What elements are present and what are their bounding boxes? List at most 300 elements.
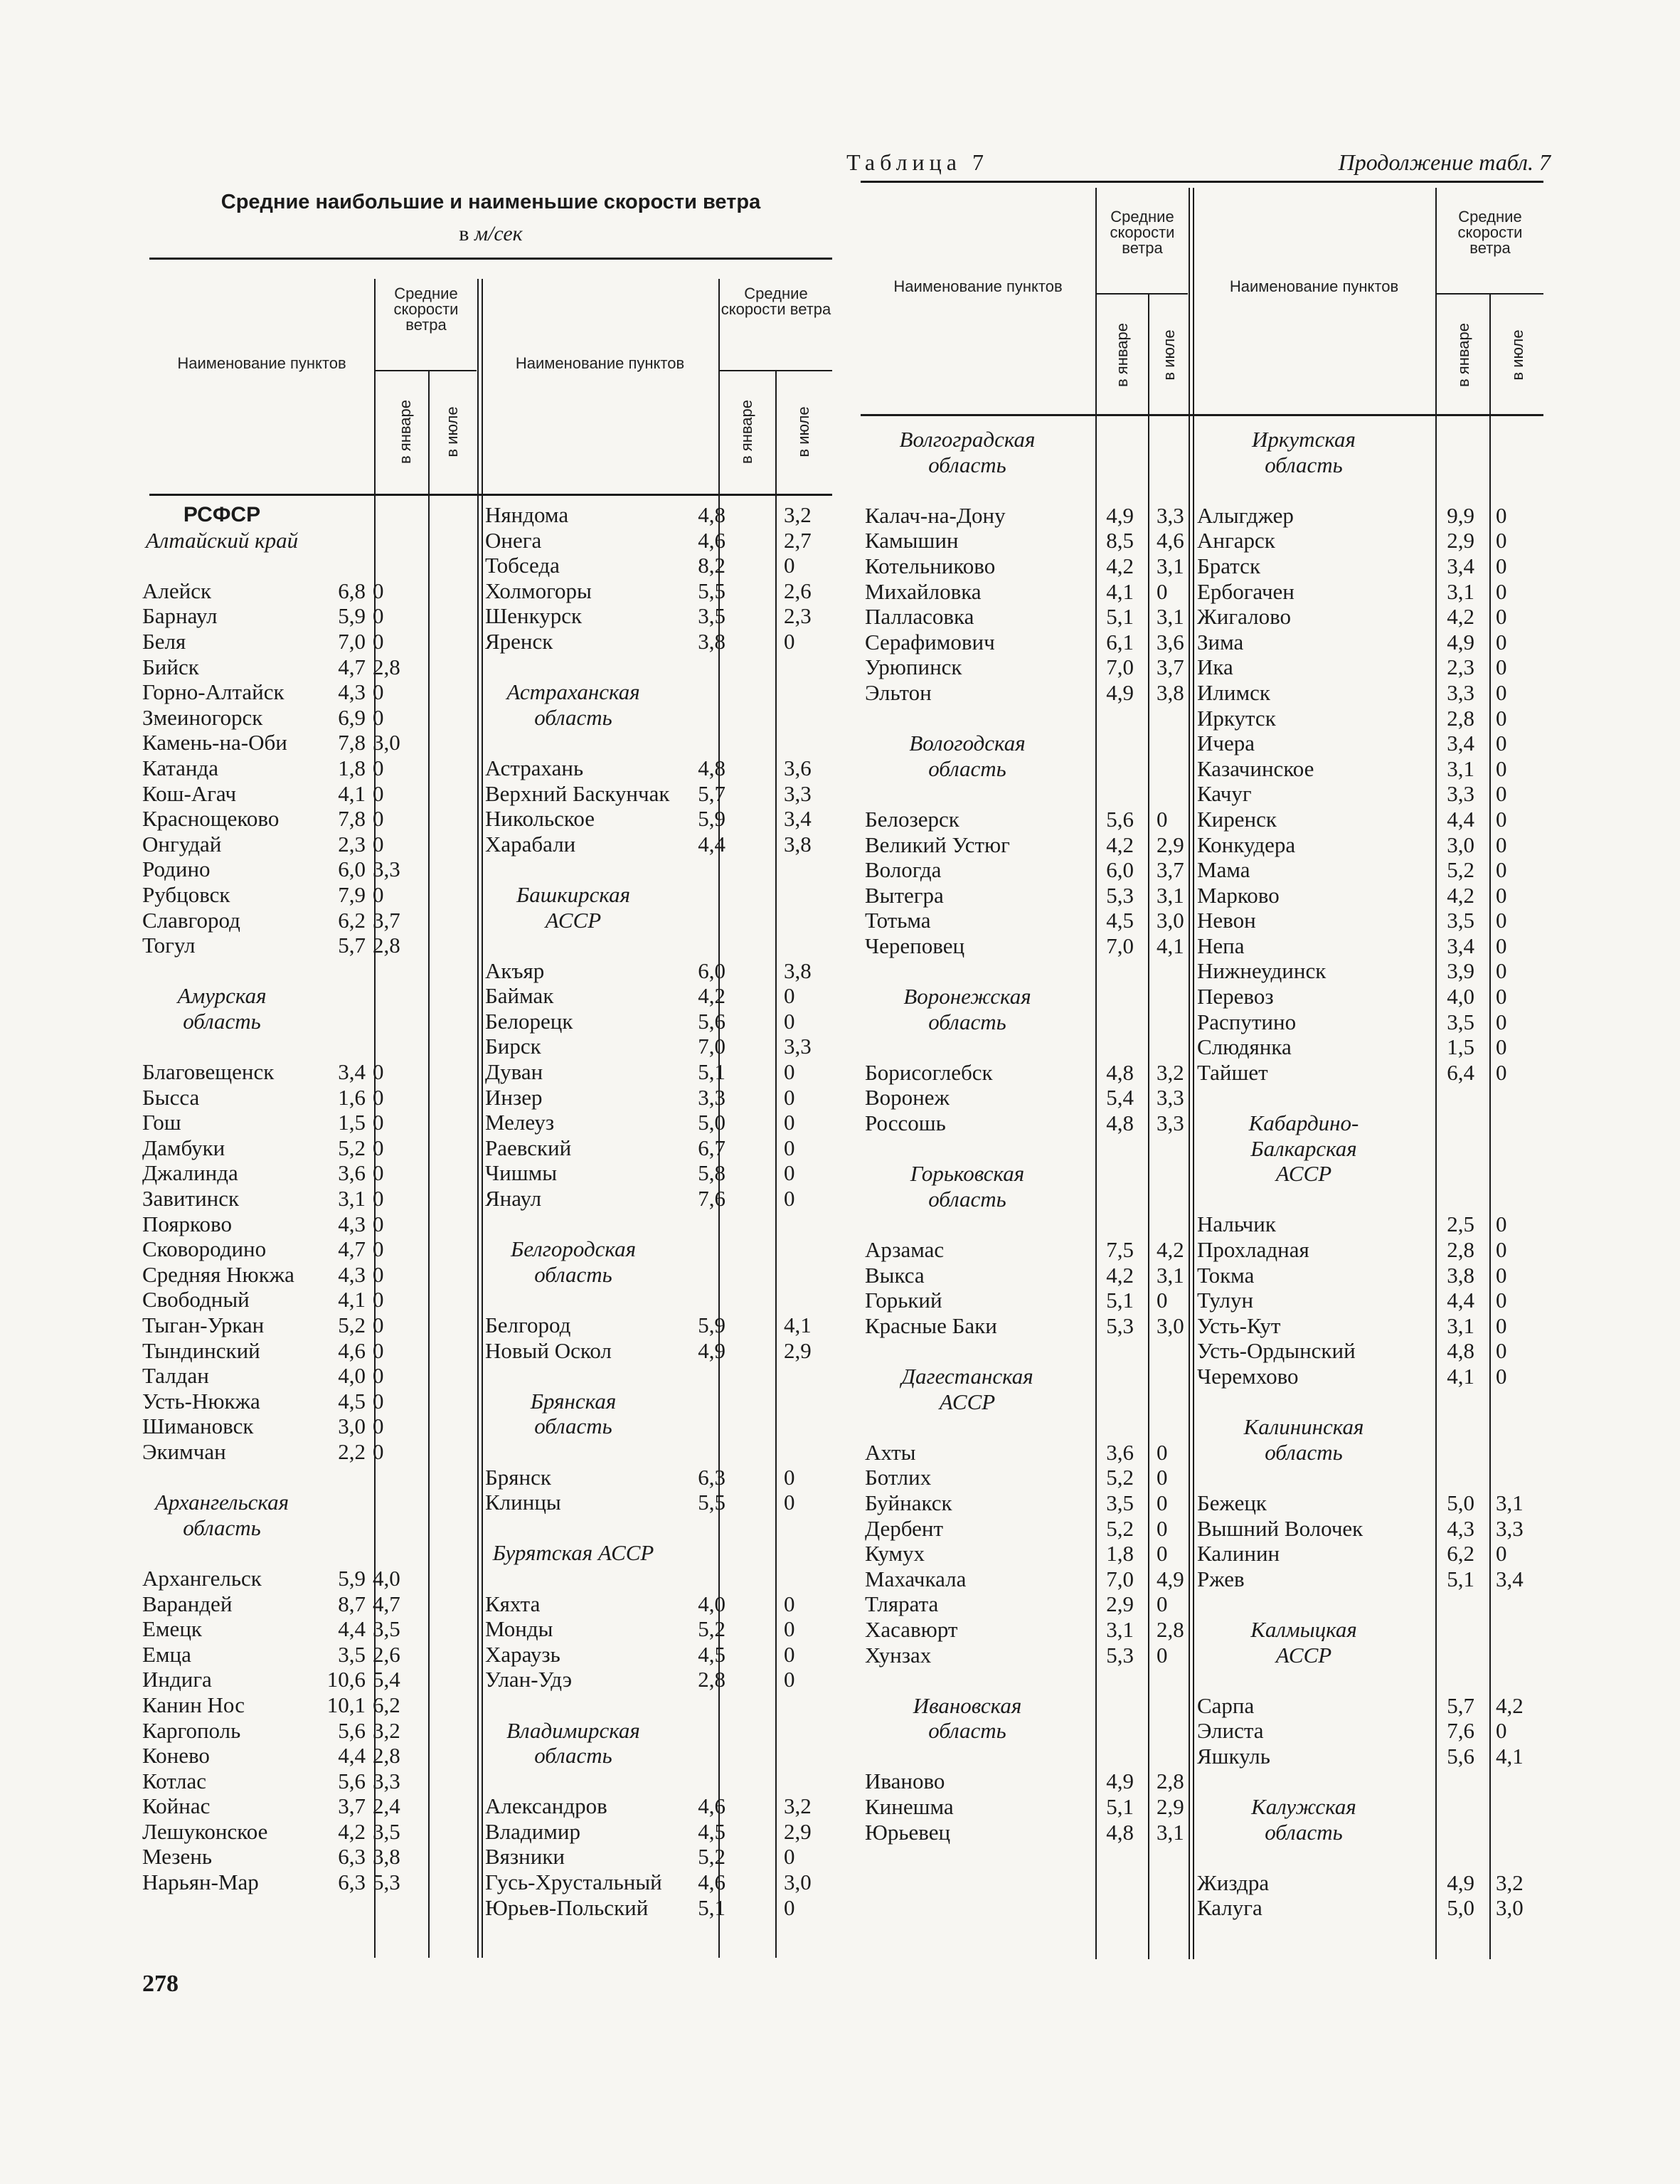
place-name: Вологда bbox=[865, 857, 942, 883]
january-speed: 5,2 bbox=[698, 1844, 725, 1870]
july-speed: 2,9 bbox=[784, 1818, 812, 1844]
july-speed: 0 bbox=[784, 553, 795, 578]
july-speed: 0 bbox=[784, 1667, 795, 1692]
table-top-rule bbox=[861, 181, 1543, 183]
january-speed: 4,2 bbox=[1106, 832, 1134, 857]
july-speed: 0 bbox=[1496, 705, 1507, 731]
january-speed: 6,3 bbox=[338, 1844, 366, 1870]
table-row bbox=[1197, 503, 1543, 529]
january-speed: 5,2 bbox=[1106, 1515, 1134, 1541]
july-speed: 6,2 bbox=[373, 1692, 400, 1717]
table-row bbox=[1197, 553, 1543, 579]
table-row bbox=[142, 933, 477, 958]
place-name: Мелеуз bbox=[485, 1110, 555, 1135]
place-name: Белгород bbox=[485, 1313, 571, 1337]
table-row bbox=[1197, 1009, 1543, 1035]
july-speed: 3,0 bbox=[1157, 908, 1184, 933]
january-speed: 4,4 bbox=[1447, 1288, 1474, 1313]
july-speed: 0 bbox=[373, 679, 384, 705]
table-row bbox=[142, 1110, 477, 1135]
place-name: Шенкурск bbox=[485, 603, 583, 629]
place-name: Владимир bbox=[485, 1818, 580, 1844]
place-name: Раевский bbox=[485, 1135, 572, 1160]
july-speed: 0 bbox=[373, 1261, 384, 1287]
spacer-row bbox=[142, 958, 477, 984]
january-speed: 2,9 bbox=[1106, 1591, 1134, 1617]
table-row bbox=[485, 1085, 832, 1110]
january-speed: 6,0 bbox=[1106, 857, 1134, 883]
units-prefix: в bbox=[459, 222, 469, 245]
place-name: Холмогоры bbox=[485, 578, 592, 603]
header-july-3: в июле bbox=[1160, 329, 1178, 381]
place-name: Алыгджер bbox=[1197, 502, 1294, 528]
place-name: Змеиногорск bbox=[142, 704, 263, 730]
july-speed: 0 bbox=[1157, 1642, 1168, 1668]
july-speed: 0 bbox=[373, 1059, 384, 1085]
july-speed: 0 bbox=[1496, 832, 1507, 857]
july-speed: 3,8 bbox=[1157, 679, 1184, 705]
header-january-3: в январе bbox=[1113, 323, 1131, 388]
table-row bbox=[142, 730, 477, 756]
january-speed: 4,1 bbox=[338, 780, 366, 806]
july-speed: 2,8 bbox=[373, 1743, 400, 1769]
spacer-row bbox=[865, 706, 1199, 731]
july-speed: 0 bbox=[1496, 1059, 1507, 1085]
july-speed: 4,2 bbox=[1157, 1237, 1184, 1262]
table-row bbox=[865, 933, 1199, 959]
header-wind-speed-4: Средние скорости ветра bbox=[1457, 208, 1523, 257]
july-speed: 2,6 bbox=[784, 578, 812, 603]
january-speed: 10,6 bbox=[326, 1667, 366, 1692]
july-speed: 0 bbox=[373, 704, 384, 730]
july-speed: 0 bbox=[1496, 502, 1507, 528]
place-name: Иркутск bbox=[1197, 705, 1276, 731]
column-rule bbox=[482, 279, 483, 1958]
table-row bbox=[485, 1135, 832, 1161]
table-row bbox=[1197, 807, 1543, 832]
january-speed: 3,9 bbox=[1447, 958, 1474, 984]
january-speed: 4,8 bbox=[698, 755, 725, 780]
july-speed: 0 bbox=[373, 1337, 384, 1363]
spacer-row bbox=[865, 1034, 1199, 1060]
place-name: Калуга bbox=[1197, 1895, 1262, 1921]
january-speed: 4,9 bbox=[1106, 679, 1134, 705]
place-name: Токма bbox=[1197, 1262, 1255, 1288]
table-row bbox=[1197, 1744, 1543, 1769]
place-name: Ербогачен bbox=[1197, 578, 1294, 604]
place-name: Клинцы bbox=[485, 1490, 561, 1515]
january-speed: 5,2 bbox=[338, 1313, 366, 1337]
table-row bbox=[485, 832, 832, 857]
january-speed: 4,0 bbox=[1447, 984, 1474, 1009]
table-row bbox=[865, 883, 1199, 908]
january-speed: 7,8 bbox=[338, 730, 366, 756]
place-name: Тайшет bbox=[1197, 1059, 1268, 1085]
region-heading: Вологодская bbox=[909, 731, 1026, 756]
july-speed: 0 bbox=[1496, 629, 1507, 654]
july-speed: 0 bbox=[1496, 958, 1507, 984]
table-row bbox=[142, 1566, 477, 1591]
place-name: Завитинск bbox=[142, 1186, 240, 1212]
table-row bbox=[142, 1439, 477, 1465]
january-speed: 4,9 bbox=[1106, 1769, 1134, 1794]
january-speed: 3,5 bbox=[338, 1641, 366, 1667]
january-speed: 5,6 bbox=[338, 1717, 366, 1743]
january-speed: 4,2 bbox=[698, 983, 725, 1009]
place-name: Распутино bbox=[1197, 1009, 1297, 1034]
header-wind-speed-2: Средние скорости ветра bbox=[721, 285, 831, 318]
table-row bbox=[865, 1237, 1199, 1263]
july-speed: 2,9 bbox=[1157, 832, 1184, 857]
july-speed: 0 bbox=[373, 1388, 384, 1414]
january-speed: 3,5 bbox=[1447, 908, 1474, 933]
january-speed: 5,0 bbox=[698, 1110, 725, 1135]
july-speed: 0 bbox=[373, 1186, 384, 1212]
january-speed: 3,4 bbox=[338, 1059, 366, 1085]
place-name: Тогул bbox=[142, 933, 196, 958]
table-label: Таблица 7 bbox=[846, 149, 989, 175]
july-speed: 0 bbox=[1157, 1541, 1168, 1567]
january-speed: 1,5 bbox=[338, 1110, 366, 1135]
table-row bbox=[485, 1160, 832, 1186]
place-name: Онега bbox=[485, 527, 542, 553]
table-row bbox=[485, 983, 832, 1009]
july-speed: 3,4 bbox=[784, 806, 812, 832]
table-row bbox=[142, 705, 477, 731]
january-speed: 5,0 bbox=[1447, 1895, 1474, 1921]
july-speed: 0 bbox=[1496, 1718, 1507, 1744]
table-row bbox=[485, 603, 832, 629]
january-speed: 5,1 bbox=[1106, 1288, 1134, 1313]
table-row bbox=[485, 1793, 832, 1819]
place-name: Россошь bbox=[865, 1110, 946, 1136]
january-speed: 6,3 bbox=[338, 1870, 366, 1895]
july-speed: 2,3 bbox=[784, 603, 812, 629]
january-speed: 3,8 bbox=[698, 628, 725, 654]
july-speed: 0 bbox=[373, 1110, 384, 1135]
july-speed: 3,3 bbox=[373, 857, 400, 882]
table-row bbox=[485, 553, 832, 578]
place-name: Прохладная bbox=[1197, 1237, 1309, 1262]
place-name: Улан-Удэ bbox=[485, 1667, 573, 1692]
july-speed: 0 bbox=[784, 1084, 795, 1110]
place-name: Михайловка bbox=[865, 578, 982, 604]
spacer-row bbox=[142, 1034, 477, 1059]
january-speed: 5,3 bbox=[1106, 882, 1134, 908]
spacer-row bbox=[1197, 1465, 1543, 1490]
january-speed: 3,1 bbox=[338, 1186, 366, 1212]
place-name: Усть-Нюкжа bbox=[142, 1388, 260, 1414]
place-name: Сковородино bbox=[142, 1236, 267, 1262]
header-july: в июле bbox=[443, 406, 461, 457]
spacer-row bbox=[142, 553, 477, 578]
july-speed: 3,3 bbox=[1157, 1110, 1184, 1136]
table-row bbox=[485, 629, 832, 654]
place-name: Новый Оскол bbox=[485, 1337, 612, 1363]
january-speed: 4,7 bbox=[338, 1236, 366, 1262]
january-speed: 4,2 bbox=[1447, 604, 1474, 630]
region-heading: АССР bbox=[1275, 1642, 1332, 1668]
spacer-row bbox=[865, 1338, 1199, 1364]
table-row bbox=[865, 1567, 1199, 1592]
january-speed: 6,0 bbox=[338, 857, 366, 882]
table-row bbox=[485, 1186, 832, 1212]
july-speed: 3,0 bbox=[1496, 1895, 1524, 1921]
table-row bbox=[865, 630, 1199, 655]
place-name: Жигалово bbox=[1197, 604, 1292, 630]
place-name: Тотьма bbox=[865, 908, 931, 933]
spacer-row bbox=[1197, 1085, 1543, 1110]
january-speed: 3,4 bbox=[1447, 731, 1474, 756]
july-speed: 0 bbox=[1157, 1490, 1168, 1515]
place-name: Великий Устюг bbox=[865, 832, 1010, 857]
header-july-4: в июле bbox=[1509, 329, 1526, 381]
july-speed: 3,8 bbox=[784, 958, 812, 983]
table-row bbox=[1197, 984, 1543, 1009]
place-name: Белозерск bbox=[865, 806, 959, 832]
january-speed: 7,8 bbox=[338, 806, 366, 832]
place-name: Кинешма bbox=[865, 1794, 954, 1820]
january-speed: 3,0 bbox=[1447, 832, 1474, 857]
spacer-row bbox=[485, 933, 832, 958]
place-name: Котельниково bbox=[865, 553, 996, 578]
january-speed: 7,9 bbox=[338, 881, 366, 907]
january-speed: 5,1 bbox=[1106, 1794, 1134, 1820]
header-place-name-3: Наименование пунктов bbox=[893, 277, 1063, 295]
january-speed: 5,5 bbox=[698, 578, 725, 603]
spacer-row bbox=[865, 1212, 1199, 1237]
table-row bbox=[142, 1186, 477, 1212]
spacer-row bbox=[865, 477, 1199, 503]
january-speed: 8,5 bbox=[1106, 528, 1134, 553]
table-row bbox=[865, 680, 1199, 706]
region-heading: область bbox=[928, 1718, 1006, 1744]
july-speed: 3,5 bbox=[373, 1818, 400, 1844]
header-january-2: в январе bbox=[738, 400, 755, 465]
july-speed: 3,2 bbox=[1157, 1059, 1184, 1085]
spacer-row bbox=[142, 1465, 477, 1490]
region-heading: Калужская bbox=[1251, 1794, 1356, 1820]
january-speed: 4,8 bbox=[1106, 1819, 1134, 1845]
table-row bbox=[865, 1263, 1199, 1288]
july-speed: 0 bbox=[1496, 756, 1507, 781]
january-speed: 6,2 bbox=[1447, 1541, 1474, 1567]
table-row bbox=[485, 1465, 832, 1490]
july-speed: 0 bbox=[1496, 806, 1507, 832]
place-name: Зима bbox=[1197, 629, 1244, 654]
header-wind-speed: Средние скорости ветра bbox=[393, 285, 459, 334]
january-speed: 4,8 bbox=[1106, 1110, 1134, 1136]
july-speed: 0 bbox=[1496, 528, 1507, 553]
july-speed: 0 bbox=[1496, 731, 1507, 756]
region-heading: область bbox=[183, 1008, 261, 1034]
january-speed: 2,9 bbox=[1447, 528, 1474, 553]
july-speed: 3,8 bbox=[784, 831, 812, 857]
table-row bbox=[865, 857, 1199, 883]
place-name: Камышин bbox=[865, 528, 959, 553]
january-speed: 4,3 bbox=[1447, 1515, 1474, 1541]
region-heading: Владимирская bbox=[506, 1717, 640, 1743]
table-row bbox=[1197, 731, 1543, 756]
region-heading: область bbox=[1265, 452, 1343, 477]
january-speed: 1,6 bbox=[338, 1084, 366, 1110]
region-heading: АССР bbox=[939, 1389, 996, 1414]
place-name: Череповец bbox=[865, 933, 965, 958]
january-speed: 1,5 bbox=[1447, 1034, 1474, 1060]
table-row bbox=[865, 1769, 1199, 1794]
july-speed: 0 bbox=[1496, 553, 1507, 578]
spacer-row bbox=[865, 1668, 1199, 1693]
january-speed: 4,3 bbox=[338, 1211, 366, 1236]
january-speed: 4,2 bbox=[1106, 553, 1134, 578]
region-heading: Иркутская bbox=[1252, 427, 1356, 452]
place-name: Катанда bbox=[142, 755, 219, 780]
january-speed: 4,3 bbox=[338, 1261, 366, 1287]
table-row bbox=[865, 1541, 1199, 1567]
table-row bbox=[865, 1110, 1199, 1136]
july-speed: 0 bbox=[784, 1641, 795, 1667]
january-speed: 9,9 bbox=[1447, 502, 1474, 528]
january-speed: 5,3 bbox=[1106, 1642, 1134, 1668]
table-row bbox=[142, 781, 477, 807]
january-speed: 3,4 bbox=[1447, 933, 1474, 958]
table-row bbox=[865, 1440, 1199, 1465]
place-name: Алейск bbox=[142, 578, 212, 603]
table-row bbox=[1197, 1237, 1543, 1263]
july-speed: 3,3 bbox=[1157, 502, 1184, 528]
place-name: Тобседа bbox=[485, 553, 560, 578]
january-speed: 3,3 bbox=[1447, 781, 1474, 807]
place-name: Конкудера bbox=[1197, 832, 1296, 857]
july-speed: 0 bbox=[784, 1844, 795, 1870]
spacer-row bbox=[485, 1212, 832, 1237]
table-row bbox=[1197, 1034, 1543, 1060]
january-speed: 7,0 bbox=[1106, 654, 1134, 680]
header-wind-speed-3: Средние скорости ветра bbox=[1110, 208, 1175, 257]
july-speed: 3,5 bbox=[373, 1616, 400, 1642]
table-row bbox=[865, 553, 1199, 579]
july-speed: 0 bbox=[1157, 1591, 1168, 1617]
january-speed: 7,6 bbox=[698, 1186, 725, 1212]
region-heading: Астраханская bbox=[506, 679, 640, 705]
table-row bbox=[485, 781, 832, 807]
january-speed: 5,1 bbox=[698, 1894, 725, 1920]
july-speed: 0 bbox=[1496, 1363, 1507, 1389]
table-row bbox=[142, 1212, 477, 1237]
table-row bbox=[865, 1465, 1199, 1490]
july-speed: 0 bbox=[1157, 1515, 1168, 1541]
place-name: Качуг bbox=[1197, 781, 1252, 807]
place-name: Рубцовск bbox=[142, 881, 230, 907]
july-speed: 3,2 bbox=[1496, 1870, 1524, 1895]
july-speed: 3,3 bbox=[784, 1034, 812, 1059]
january-speed: 5,6 bbox=[338, 1768, 366, 1793]
spacer-row bbox=[865, 1414, 1199, 1440]
january-speed: 4,4 bbox=[338, 1743, 366, 1769]
table-row bbox=[1197, 756, 1543, 782]
place-name: Тлярата bbox=[865, 1591, 939, 1617]
table-row bbox=[142, 1085, 477, 1110]
place-name: Онгудай bbox=[142, 831, 222, 857]
table-row bbox=[1197, 630, 1543, 655]
place-name: Емца bbox=[142, 1641, 191, 1667]
region-heading: область bbox=[928, 756, 1006, 781]
place-name: Средняя Нюкжа bbox=[142, 1261, 294, 1287]
january-speed: 5,1 bbox=[1106, 604, 1134, 630]
january-speed: 4,2 bbox=[338, 1818, 366, 1844]
table-row bbox=[1197, 832, 1543, 858]
table-row bbox=[485, 1034, 832, 1059]
january-speed: 5,4 bbox=[1106, 1085, 1134, 1110]
table-title: Средние наибольшие и наименьшие скорости ветра bbox=[220, 191, 761, 213]
spacer-row bbox=[1197, 1769, 1543, 1794]
january-speed: 3,5 bbox=[1447, 1009, 1474, 1034]
place-name: Яшкуль bbox=[1197, 1743, 1270, 1769]
july-speed: 0 bbox=[1496, 781, 1507, 807]
july-speed: 0 bbox=[373, 1211, 384, 1236]
region-heading: Башкирская bbox=[516, 881, 631, 907]
table-row bbox=[485, 756, 832, 781]
table-row bbox=[142, 1135, 477, 1161]
table-row bbox=[1197, 1895, 1543, 1921]
region-heading: область bbox=[534, 1743, 612, 1769]
january-speed: 5,2 bbox=[698, 1616, 725, 1642]
place-name: Казачинское bbox=[1197, 756, 1314, 781]
table-row bbox=[142, 832, 477, 857]
january-speed: 4,2 bbox=[1106, 1262, 1134, 1288]
july-speed: 2,4 bbox=[373, 1793, 400, 1819]
place-name: Поярково bbox=[142, 1211, 232, 1236]
july-speed: 0 bbox=[1496, 1288, 1507, 1313]
place-name: Ржев bbox=[1197, 1566, 1245, 1591]
july-speed: 0 bbox=[373, 1363, 384, 1389]
july-speed: 0 bbox=[784, 1616, 795, 1642]
july-speed: 3,2 bbox=[784, 502, 812, 527]
july-speed: 0 bbox=[373, 1084, 384, 1110]
january-speed: 4,6 bbox=[698, 1870, 725, 1895]
table-row bbox=[485, 1338, 832, 1364]
place-name: Ахты bbox=[865, 1439, 916, 1465]
place-name: Бежецк bbox=[1197, 1490, 1267, 1515]
july-speed: 0 bbox=[373, 1438, 384, 1464]
table-row bbox=[1197, 1338, 1543, 1364]
header-bottom-rule bbox=[861, 414, 1543, 416]
july-speed: 4,2 bbox=[1496, 1692, 1524, 1718]
january-speed: 3,5 bbox=[698, 603, 725, 629]
spacer-row bbox=[1197, 1389, 1543, 1415]
spacer-row bbox=[485, 1439, 832, 1465]
january-speed: 7,0 bbox=[1106, 1566, 1134, 1591]
table-row bbox=[142, 679, 477, 705]
january-speed: 5,1 bbox=[1447, 1566, 1474, 1591]
region-heading: область bbox=[928, 452, 1006, 477]
region-heading: Архангельская bbox=[154, 1490, 289, 1515]
place-name: Астрахань bbox=[485, 755, 584, 780]
region-heading: Калининская bbox=[1243, 1414, 1364, 1440]
region-heading: Калмыцкая bbox=[1250, 1616, 1357, 1642]
place-name: Вытегра bbox=[865, 882, 944, 908]
place-name: Тындинский bbox=[142, 1337, 260, 1363]
january-speed: 3,8 bbox=[1447, 1262, 1474, 1288]
place-name: Гусь-Хрустальный bbox=[485, 1870, 662, 1895]
place-name: Воронеж bbox=[865, 1085, 950, 1110]
table-row bbox=[1197, 1516, 1543, 1542]
january-speed: 10,1 bbox=[326, 1692, 366, 1717]
table-row bbox=[142, 756, 477, 781]
region-heading: Горьковская bbox=[910, 1161, 1025, 1187]
table-row bbox=[865, 807, 1199, 832]
july-speed: 0 bbox=[1496, 984, 1507, 1009]
